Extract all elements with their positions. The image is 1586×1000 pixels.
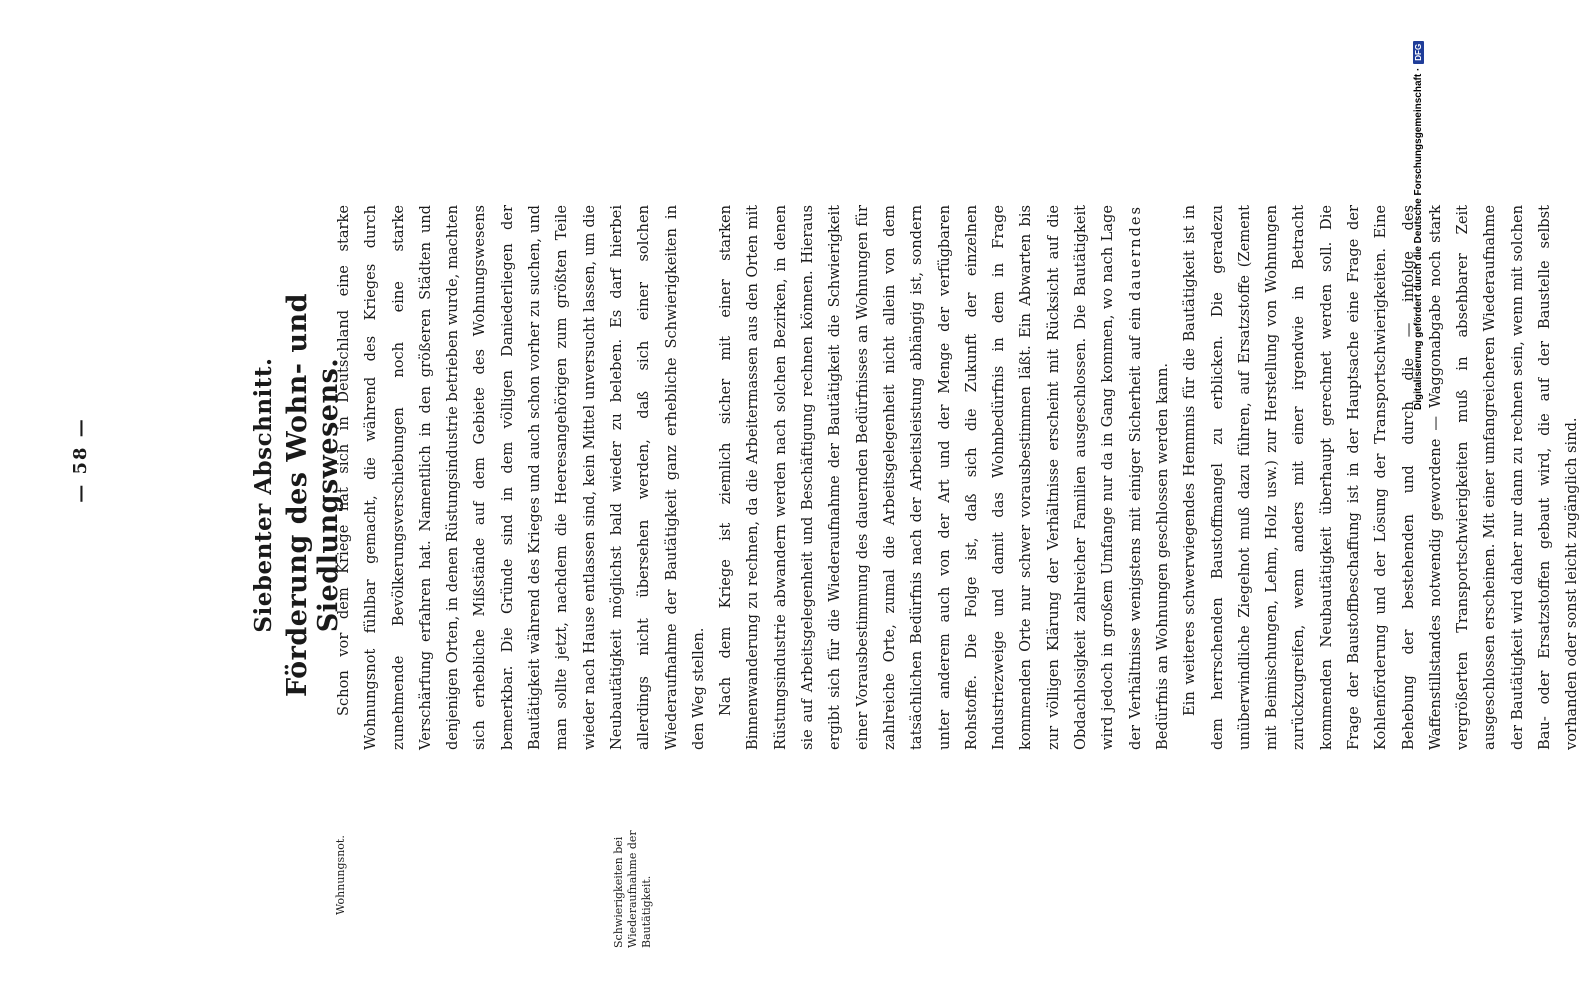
marginal-note-housing-shortage: Wohnungsnot. <box>334 835 347 915</box>
paragraph-text: Bedürfnis an Wohnungen geschlossen werden kann. <box>1153 362 1171 750</box>
credit-text: Digitalisierung gefördert durch die Deutsche Forschungsgemeinschaft · <box>1413 67 1424 410</box>
dfg-logo: DFG <box>1413 41 1424 64</box>
paragraph-text: Nach dem Kriege ist ziemlich sicher mit einer starken Binnenwanderung zu rechnen, da die Arbeitermassen aus den Orten mit Rüstungsindustrie abwandern werden nach solchen Bezirken, in denen sie auf Arbeitsgelegenheit und Beschäftigung rechnen können. Hieraus ergibt sich für die Wiederaufnahme der Bautätigkeit die Schwierigkeit einer Vorausbestimmung des dauernden Bedürfnisses an Wohnungen für zahlreiche Orte, zumal die Arbeitsgelegenheit nicht allein von dem tatsächlichen Bedürfnis nach der Arbeitsleistung abhängig ist, sondern unter anderem auch von der Art und der Menge der verfügbaren Rohstoffe. Die Folge ist, daß sich die Zukunft der einzelnen Industriezweige und damit das Wohnbedürfnis in dem in Frage kommenden Orte nur schwer vorausbestimmen läßt. Ein Abwarten bis zur völligen Klärung der Verhältnisse erscheint mit Rücksicht auf die Obdachlosigkeit zahlreicher Familien ausgeschlossen. Die Bautätigkeit wird jedoch in großem Umfange nur da in Gang kommen, wo nach Lage der Verhältnisse wenigstens mit einiger Sicherheit auf ein <box>717 205 1144 750</box>
chapter-title: Förderung des Wohn- und Siedlungswesens. <box>282 292 344 698</box>
paragraph <box>712 205 1176 750</box>
paragraph: Schon vor dem Kriege hat sich in Deutschland eine starke Wohnungsnot fühlbar gemacht, die während des Krieges durch zunehmende Bevölkerungsverschiebungen noch eine starke Verschärfung erfahren hat. Namentlich in den größeren Städten und denjenigen Orten, in denen Rüstungsindustrie betrieben wurde, machten sich erhebliche Mißstände auf dem Gebiete des Wohnungswesens bemerkbar. Die Gründe sind in dem völligen Daniederliegen der Bautätigkeit während des Krieges und auch schon vorher zu suchen, und man sollte jetzt, nachdem die Heeresangehörigen zum größten Teile wieder nach Hause entlassen sind, kein Mittel unversucht lassen, um die Neubautätigkeit möglichst bald wieder zu beleben. Es darf hierbei allerdings nicht übersehen werden, daß sich einer solchen Wiederaufnahme der Bautätigkeit ganz erhebliche Schwierigkeiten in den Weg stellen. <box>335 205 707 750</box>
digitization-credit <box>1413 10 1424 410</box>
paragraph: Ein weiteres schwerwiegendes Hemmnis für die Bautätigkeit ist in dem herrschenden Baustoffmangel zu erblicken. Die geradezu unüberwindliche Ziegelnot muß dazu führen, auf Ersatzstoffe (Zement mit Beimischungen, Lehm, Holz usw.) zur Herstellung von Wohnungen zurückzugreifen, wenn anders mit einer irgendwie in Betracht kommenden Neubautätigkeit überhaupt gerechnet werden soll. Die Frage der Baustoffbeschaffung ist in der Hauptsache eine Frage der Kohlenförderung und der Lösung der Transportschwierigkeiten. Eine Behebung der bestehenden und durch die — infolge des Waffenstillstandes notwendig gewordene — Waggonabgabe noch stark vergrößerten Transportschwierigkeiten muß in absehbarer Zeit ausgeschlossen erscheinen. Mit einer umfangreicheren Wiederaufnahme der Bautätigkeit wird daher nur dann zu rechnen sein, wenn mit solchen Bau- oder Ersatzstoffen gebaut wird, die auf der Baustelle selbst vorhanden oder sonst leicht zugänglich sind. <box>1181 205 1581 750</box>
marginal-note-construction-difficulties: Schwierigkeiten bei Wiederaufnahme der Bautätigkeit. <box>612 830 653 948</box>
emphasized-word: dauerndes <box>1126 204 1144 301</box>
chapter-heading: Siebenter Abschnitt. <box>250 357 277 633</box>
page-number: — 58 — <box>70 417 91 503</box>
body-text <box>330 205 1586 750</box>
